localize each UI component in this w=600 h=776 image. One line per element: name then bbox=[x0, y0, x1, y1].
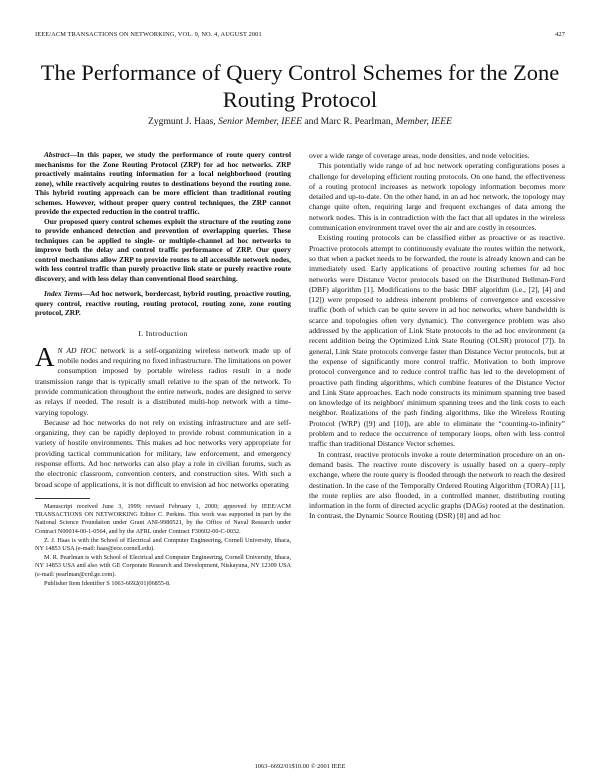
copyright-footer: 1063–6692/01$10.00 © 2001 IEEE bbox=[254, 763, 346, 770]
index-terms-text: Ad hoc network, bordercast, hybrid routing, proactive routing, query control, reactive routing, routing protocol, routing zone, zone routing protocol, ZRP. bbox=[35, 289, 291, 317]
index-terms bbox=[35, 289, 291, 318]
drop-cap: A bbox=[35, 341, 55, 372]
abstract-paragraph-2: Our proposed query control schemes exploit the structure of the routing zone to provide enhanced detection and prevention of overlapping queries. These techniques can be applied to single- or multiple-channel ad hoc networks to improve both the delay and control traffic performance of ZRP. Our query control mechanisms allow ZRP to provide routes to all accessible network nodes, with less control traffic than purely proactive link state or purely reactive route discovery, and with less delay than conventional flood searching. bbox=[35, 216, 291, 283]
author-conjunction: and Marc R. Pearlman, bbox=[304, 116, 394, 127]
running-head bbox=[35, 31, 565, 41]
paper-title: The Performance of Query Control Schemes for the Zone Routing Protocol bbox=[40, 60, 560, 112]
author-2-role: Member, IEEE bbox=[395, 116, 453, 127]
intro-text-1: network is a self-organizing wireless network made up of mobile nodes and requiring no fixed infrastructure. The limitations on power consumption imposed by portable wireless radios result in a node transmission range that is typically small relative to the span of the network. To provide communication throughout the entire network, nodes are designed to serve as relays if needed. The result is a distributed multi-hop network with a time-varying topology. bbox=[35, 345, 291, 417]
left-column bbox=[35, 150, 291, 589]
right-paragraph-1: over a wide range of coverage areas, node densities, and node velocities. bbox=[309, 151, 530, 160]
abstract-paragraph-1 bbox=[35, 150, 291, 217]
right-paragraph-3: Existing routing protocols can be classified either as proactive or as reactive. Proactive protocols attempt to continuously evaluate the routes within the network, so that when a packet needs to be forwarded, the route is already known and can be immediately used. Early applications of proactive routing schemes for ad hoc networks were Distance Vector protocols based on the Distributed Bellman-Ford (DBF) algorithm [1]. Modifications to the basic DBF algorithm (i.e., [2], [4] and [12]) were proposed to address inherent problems of convergence and excessive traffic (both of which can be quite severe in ad hoc networks, where bandwidth is scarce and topologies often very dynamic). The convergence problem was also addressed by the application of Link State protocols to the ad hoc environment (a recent addition being the Optimized Link State Routing (OLSR) protocol [7]). In general, Link State protocols converge faster than Distance Vector protocols, but at the expense of significantly more control traffic. Motivation to both improve protocol convergence and to reduce control traffic has led to the development of proactive path finding algorithms, which combine features of the Distance Vector and Link State approaches. Each node constructs its minimum spanning tree based on knowledge of its neighbors' minimum spanning trees and the link costs to each neighbor. Realizations of the path finding algorithms, like the Wireless Routing Protocol (WRP) ([9] and [10]), are able to eliminate the “counting-to-infinity” problem and to reduce the occurrence of temporary loops, often with less control traffic than traditional Distance Vector schemes. bbox=[309, 233, 565, 449]
journal-header: IEEE/ACM TRANSACTIONS ON NETWORKING, VOL. 9, NO. 4, AUGUST 2001 bbox=[35, 31, 262, 38]
abstract-text-1: In this paper, we study the performance of route query control mechanisms for the Zone Routing Protocol (ZRP) for ad hoc networks. ZRP proactively maintains routing information for a local neighborhood (routing zone), while reactively acquiring routes to destinations beyond the routing zone. This hybrid routing approach can be more efficient than traditional routing schemes. However, without proper query control techniques, the ZRP cannot provide the expected reduction in the control traffic. bbox=[35, 150, 291, 216]
right-column bbox=[309, 151, 565, 522]
right-paragraph-2: This potentially wide range of ad hoc network operating configurations poses a challenge for developing efficient routing protocols. On one hand, the effectiveness of a routing protocol increases as network topology information becomes more detailed and up-to-date. On the other hand, in an ad hoc network, the topology may change quite often, requiring large and frequent exchanges of data among the network nodes. This is in contradiction with the fact that all updates in the wireless communication environment travel over the air and are costly in resources. bbox=[309, 161, 565, 233]
footnote-haas: Z. J. Haas is with the School of Electrical and Computer Engineering, Cornell University, Ithaca, NY 14853 USA (e-mail: haas@ece.cornell.edu). bbox=[35, 536, 291, 552]
footnotes bbox=[35, 503, 291, 588]
footnote-divider bbox=[35, 498, 90, 499]
section-heading-introduction: I. Introduction bbox=[138, 328, 188, 338]
index-terms-lead: Index Terms— bbox=[44, 289, 90, 298]
author-1-role: Senior Member, IEEE bbox=[218, 116, 302, 127]
page-number: 427 bbox=[555, 31, 565, 38]
author-line bbox=[30, 116, 570, 127]
footnote-manuscript: Manuscript received June 3, 1999; revised February 1, 2000; approved by IEEE/ACM TRANSACTIONS ON NETWORKING Editor C. Perkins. This work was supported in part by the National Science Foundation under Grant ANI-9980521, by the Office of Naval Research under Contract N00014-00-1-0564, and by the AFRL under Contract F30602-00-C-0032. bbox=[35, 502, 291, 535]
intro-paragraph-2: Because ad hoc networks do not rely on existing infrastructure and are self-organizing, they can be rapidly deployed to provide robust communication in a variety of hostile environments. This makes ad hoc networks very appropriate for providing tactical communication for military, law enforcement, and emergency response efforts. Ad hoc networks can also play a role in civilian forums, such as the electronic classroom, convention centers, and construction sites. With such a broad scope of applications, it is not difficult to envision ad hoc networks operating bbox=[35, 417, 291, 489]
ad-hoc-smallcaps: N AD HOC bbox=[57, 345, 97, 355]
intro-paragraph-1 bbox=[35, 341, 291, 418]
footnote-publisher-id: Publisher Item Identifier S 1063-6692(01)06855-8. bbox=[44, 579, 171, 587]
right-paragraph-4: In contrast, reactive protocols invoke a route determination procedure on an on-demand basis. The reactive route discovery is usually based on a query–reply exchange, where the route query is flooded through the network to reach the desired destination. In the case of the Temporally Ordered Routing Algorithm (TORA) [11], the route replies are also flooded, in a controlled manner, distributing routing information in the form of directed acyclic graphs (DAGs) rooted at the destination. In contrast, the Dynamic Source Routing (DSR) [8] and ad hoc bbox=[309, 449, 565, 521]
abstract-lead: Abstract— bbox=[44, 150, 77, 159]
author-1-name: Zygmunt J. Haas, bbox=[147, 116, 216, 127]
footnote-pearlman: M. R. Pearlman is with School of Electrical and Computer Engineering, Cornell University, Ithaca, NY 14853 USA and also with GE Corporate Research and Development, Niskayuna, NY 12309 USA (e-mail: pearlman@crd.ge.com). bbox=[35, 554, 291, 578]
